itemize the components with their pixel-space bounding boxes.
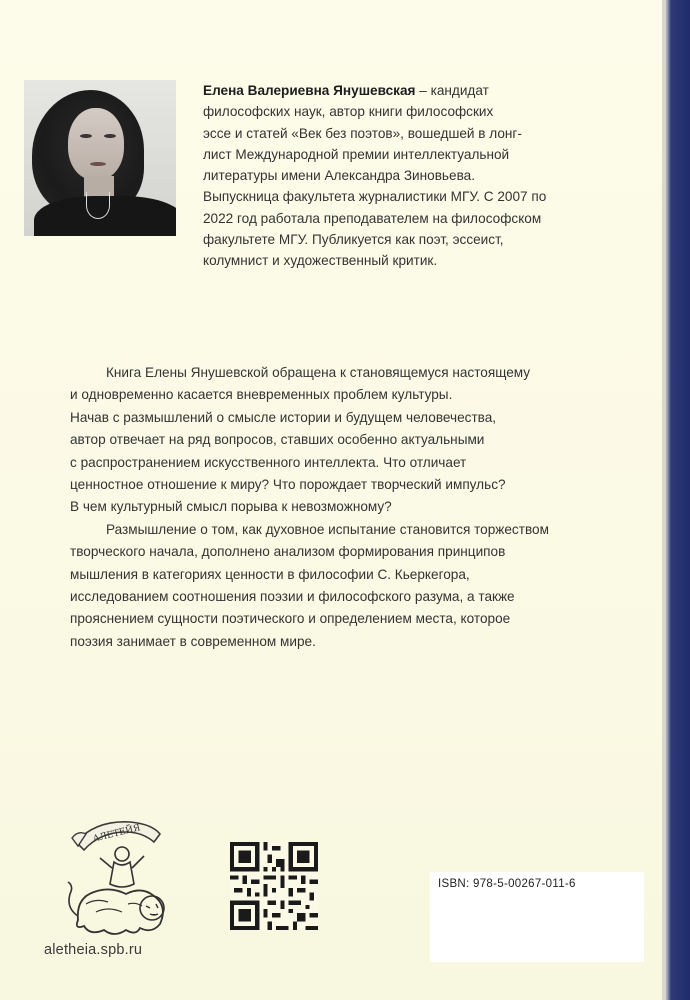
book-annotation bbox=[70, 362, 630, 653]
author-name: Елена Валериевна Янушевская bbox=[203, 83, 416, 98]
publisher-logo bbox=[56, 812, 182, 940]
annotation-paragraph-2 bbox=[70, 519, 630, 653]
annotation-line: Книга Елены Янушевской обращена к становящемуся настоящему bbox=[106, 365, 531, 380]
annotation-line: и одновременно касается вневременных проблем культуры. bbox=[70, 387, 453, 403]
annotation-line: автор отвечает на ряд вопросов, ставших особенно актуальными bbox=[70, 432, 485, 448]
annotation-line: Начав с размышлений о смысле истории и будущем человечества, bbox=[70, 409, 497, 425]
annotation-line: с распространением искусственного интеллекта. Что отличает bbox=[70, 454, 467, 470]
qr-code[interactable] bbox=[230, 842, 318, 930]
annotation-line: мышления в категориях ценности в философии С. Кьеркегора, bbox=[70, 566, 470, 582]
annotation-line: прояснением сущности поэтического и определением места, которое bbox=[70, 611, 511, 627]
bio-line-6: Выпускница факультета журналистики МГУ. С 2007 по bbox=[203, 189, 547, 205]
bio-line-5: литературы имени Александра Зиновьева. bbox=[203, 168, 475, 184]
annotation-line: ценностное отношение к миру? Что порождает творческий импульс? bbox=[70, 477, 506, 493]
bio-line-3: эссе и статей «Век без поэтов», вошедшей в лонг- bbox=[203, 125, 522, 141]
bio-line-1-text: – кандидат bbox=[419, 83, 489, 98]
annotation-paragraph-1 bbox=[70, 362, 630, 519]
author-photo bbox=[24, 80, 176, 236]
book-spine-edge bbox=[662, 0, 690, 1000]
isbn-barcode-area bbox=[430, 872, 644, 962]
bio-line-9: колумнист и художественный критик. bbox=[203, 253, 438, 269]
annotation-line: исследованием соотношения поэзии и философского разума, а также bbox=[70, 589, 515, 605]
bio-line-7: 2022 год работала преподавателем на философском bbox=[203, 210, 542, 226]
isbn-label: ISBN: 978-5-00267-011-6 bbox=[438, 878, 576, 890]
annotation-line: творческого начала, дополнено анализом формирования принципов bbox=[70, 544, 506, 560]
author-bio bbox=[203, 80, 643, 272]
bio-line-1 bbox=[203, 80, 643, 101]
annotation-line: Размышление о том, как духовное испытание становится торжеством bbox=[106, 521, 549, 537]
bio-line-4: лист Международной премии интеллектуальной bbox=[203, 146, 510, 162]
publisher-website[interactable]: aletheia.spb.ru bbox=[44, 942, 143, 958]
bio-line-2: философских наук, автор книги философских bbox=[203, 104, 494, 120]
bio-line-8: факультете МГУ. Публикуется как поэт, эссеист, bbox=[203, 232, 504, 248]
annotation-line: поэзия занимает в современном мире. bbox=[70, 633, 316, 649]
logo-text: АЛЕТЕЙЯ bbox=[91, 823, 142, 845]
annotation-line: В чем культурный смысл порыва к невозможному? bbox=[70, 499, 392, 515]
